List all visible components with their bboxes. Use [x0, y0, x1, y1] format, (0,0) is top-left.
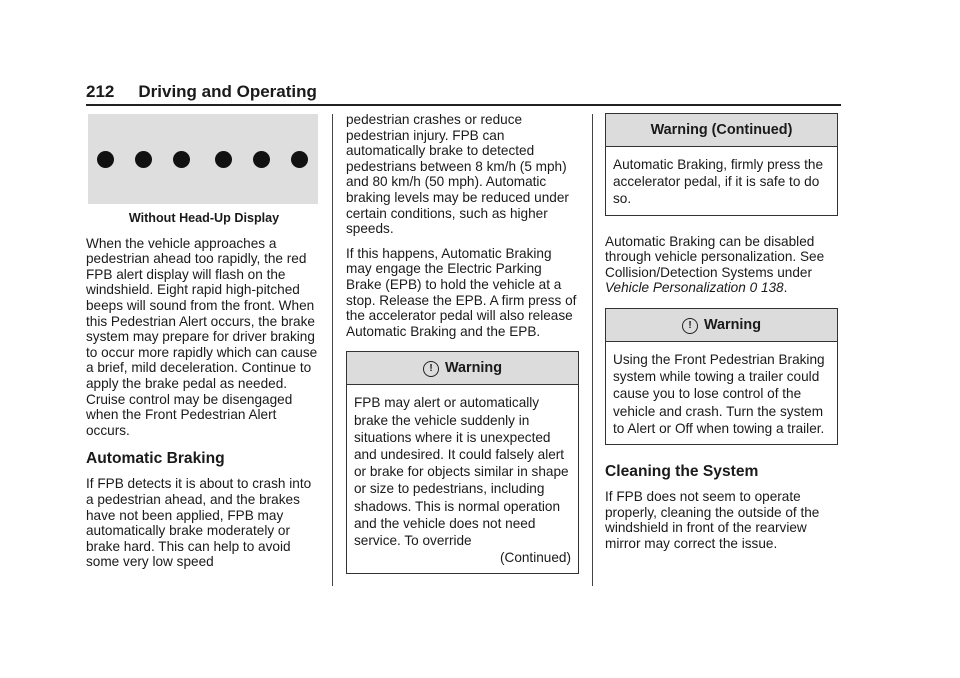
alert-indicator-light: [253, 151, 270, 168]
alert-indicator-light: [173, 151, 190, 168]
page-number: 212: [86, 82, 115, 101]
fpb-indicator-figure: [88, 114, 318, 204]
header-rule: [86, 104, 841, 106]
column-divider: [592, 114, 593, 586]
section-heading: Automatic Braking: [86, 450, 225, 468]
paragraph: pedestrian crashes or reduce pedestrian injury. FPB can automatically brake to detected pedestrians between 8 km/h (5 mph) and 80 km/h (50 mph). Automatic braking levels may be reduced under certain conditions, such as higher speeds.: [346, 112, 569, 237]
alert-indicator-light: [97, 151, 114, 168]
warning-box: [605, 308, 838, 445]
alert-indicator-light: [215, 151, 232, 168]
cross-reference-link[interactable]: Vehicle Personalization 0 138: [605, 280, 784, 296]
section-title: Driving and Operating: [138, 82, 317, 101]
warning-box: [346, 351, 579, 574]
paragraph: When the vehicle approaches a pedestrian ahead too rapidly, the red FPB alert display will flash on the windshield. Eight rapid high-pitched beeps will sound from the front. When this Pedestrian Alert occurs, the brake system may prepare for driver braking to occur more rapidly which can cause a brief, mild deceleration. Continue to apply the brake pedal as needed. Cruise control may be disengaged when the Front Pedestrian Alert occurs.: [86, 235, 318, 438]
warning-box-continued: [605, 113, 838, 216]
warning-text: Using the Front Pedestrian Braking system while towing a trailer could cause you to lose control of the vehicle and crash. Turn the system to Alert or Off when towing a trailer.: [613, 351, 825, 436]
warning-text: Automatic Braking, firmly press the accelerator pedal, if it is safe to do so.: [613, 157, 824, 207]
warning-body: [347, 385, 578, 573]
page-ref-icon: 0: [749, 280, 758, 296]
warning-header: [606, 309, 837, 342]
column-1: [86, 114, 322, 579]
continued-label: (Continued): [499, 550, 571, 566]
paragraph: Automatic Braking can be disabled through vehicle personalization. See Collision/Detection Systems under Vehicle Personalization 0 138.: [605, 233, 825, 296]
alert-indicator-light: [135, 151, 152, 168]
column-divider: [332, 114, 333, 586]
warning-icon: !: [423, 361, 439, 377]
paragraph: If FPB does not seem to operate properly, cleaning the outside of the windshield in front of the rearview mirror may correct the issue.: [605, 489, 820, 551]
alert-indicator-light: [291, 151, 308, 168]
warning-text: FPB may alert or automatically brake the vehicle suddenly in situations where it is unexpected and undesired. It could falsely alert or brake for objects similar in shape or size to pedestrians, including shadows. This is normal operation and the vehicle does not need service. To override: [354, 395, 569, 548]
warning-title: Warning: [703, 316, 762, 333]
warning-header: [347, 352, 578, 385]
paragraph: If FPB detects it is about to crash into a pedestrian ahead, and the brakes have not been applied, FPB may automatically brake moderately or brake hard. This can help to avoid some very low speed: [86, 476, 312, 570]
paragraph: If this happens, Automatic Braking may engage the Electric Parking Brake (EPB) to hold the vehicle at a stop. Release the EPB. A firm press of the accelerator pedal will also release Automatic Braking and the EPB.: [346, 245, 577, 339]
column-3: [605, 113, 838, 560]
column-2: [346, 112, 579, 586]
warning-title: Warning: [444, 360, 503, 377]
page-header: [86, 82, 317, 102]
warning-icon: !: [682, 318, 698, 334]
figure-caption: Without Head-Up Display: [128, 211, 280, 225]
warning-header: Warning (Continued): [606, 114, 837, 147]
section-heading: Cleaning the System: [605, 463, 759, 480]
